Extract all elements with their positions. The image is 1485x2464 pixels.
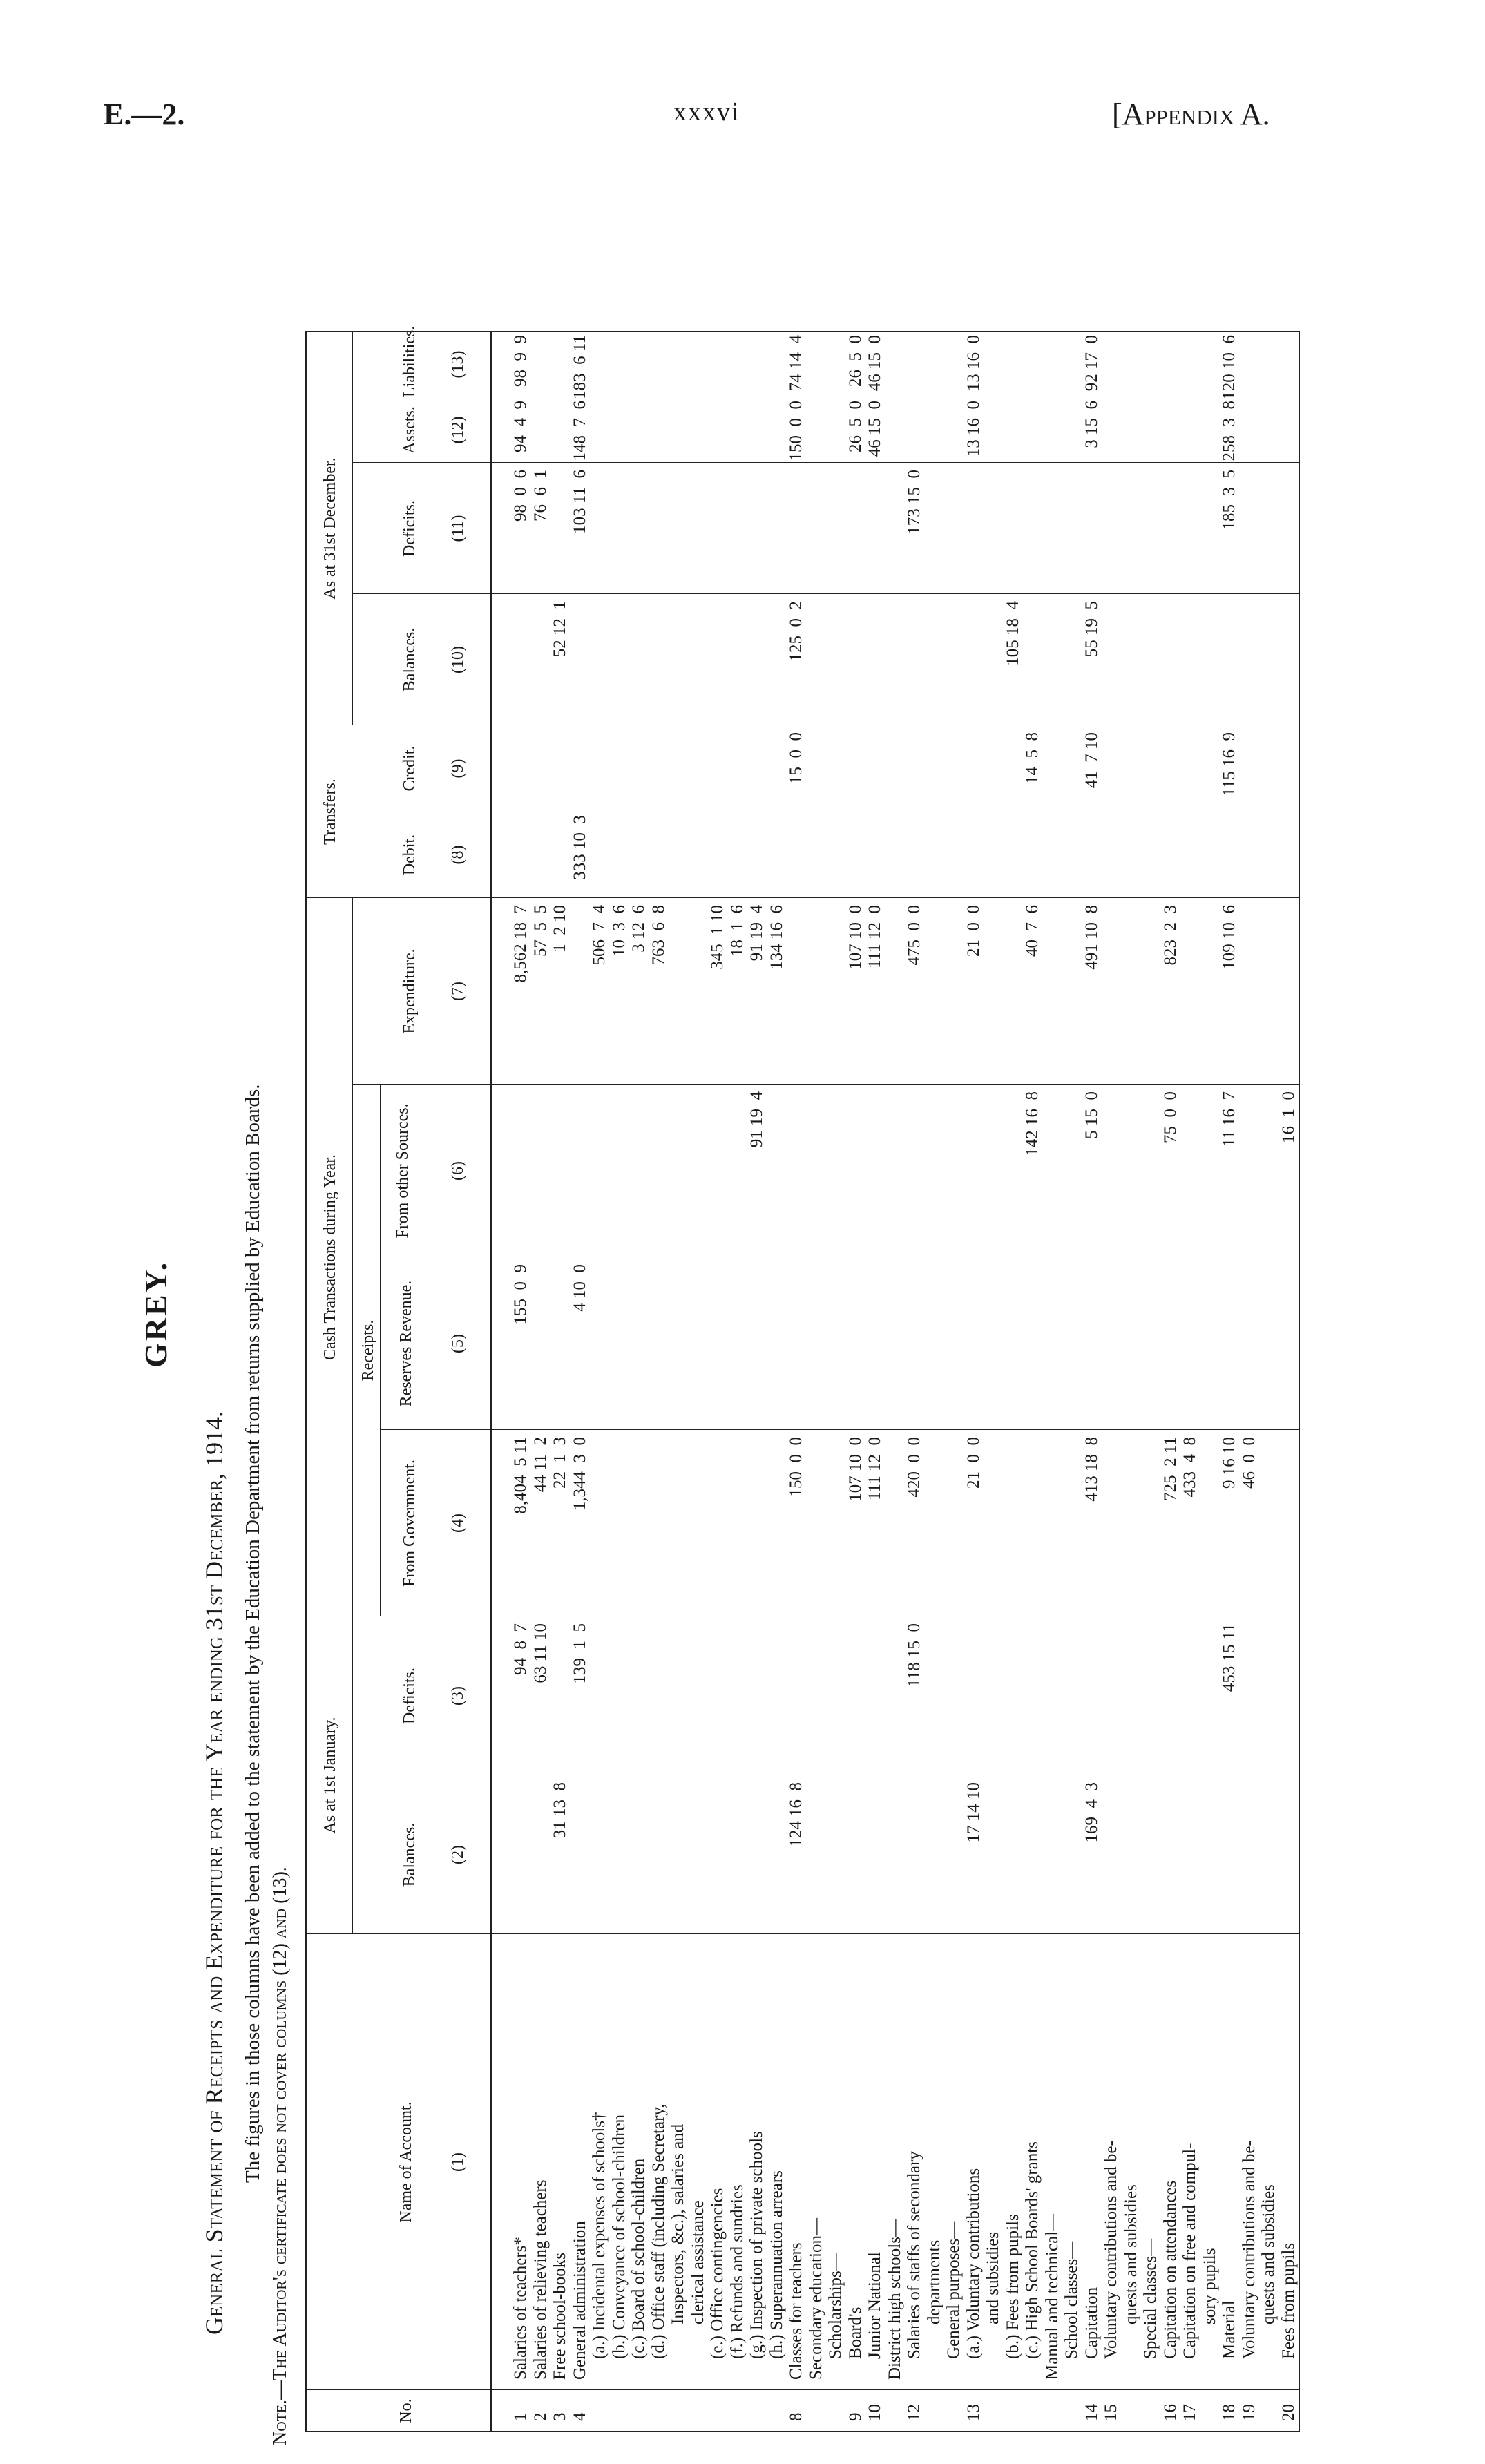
amount-c10: 52 12 1 xyxy=(550,601,569,658)
col-head-7: Expenditure. xyxy=(401,948,419,1034)
amount-c9: 15 0 0 xyxy=(787,732,805,784)
col-num-5: (5) xyxy=(449,1334,467,1353)
jan-group-header: As at 1st January. xyxy=(321,1717,339,1834)
col-rule-6 xyxy=(352,1084,1300,1085)
amount-c7: 111 12 0 xyxy=(865,905,884,968)
amount-c11: 76 6 1 xyxy=(530,470,550,522)
row-number: 16 xyxy=(1160,2404,1180,2421)
col-num-9: (9) xyxy=(449,758,467,779)
amount-c10: 55 19 5 xyxy=(1082,601,1101,658)
col-num-6: (6) xyxy=(449,1161,467,1181)
amount-c9: 115 16 9 xyxy=(1220,732,1238,796)
account-name: Voluntary contributions and be- xyxy=(1102,2140,1120,2359)
statement-subtitle: The figures in those columns have been added to the statement by the Education Department from returns supplied by Education Boards. xyxy=(242,1084,264,2183)
amount-c4: 107 10 0 xyxy=(845,1437,865,1502)
amount-c2: 31 13 8 xyxy=(550,1782,569,1839)
row-number: 14 xyxy=(1082,2404,1101,2421)
amount-c4: 433 4 8 xyxy=(1180,1437,1199,1498)
amount-c4: 150 0 0 xyxy=(787,1437,805,1498)
amount-c7: 107 10 0 xyxy=(845,905,865,970)
account-name: Capitation xyxy=(1082,2286,1101,2359)
amount-c3: 118 15 0 xyxy=(905,1623,923,1688)
row-number: 19 xyxy=(1239,2404,1258,2421)
row-number: 3 xyxy=(550,2412,569,2421)
amount-c13: 92 17 0 xyxy=(1082,335,1101,392)
col-head-8b: Debit. xyxy=(401,834,419,876)
amount-c11: 103 11 6 xyxy=(570,470,589,534)
row-number: 18 xyxy=(1220,2404,1238,2421)
account-name: Classes for teachers xyxy=(787,2242,805,2380)
account-name: quests and subsidies xyxy=(1259,2184,1278,2324)
table-bottom-rule xyxy=(1299,332,1300,2432)
amount-c7: 10 3 6 xyxy=(609,905,629,957)
amount-c4: 111 12 0 xyxy=(865,1437,884,1500)
appendix-label: [Appendix A. xyxy=(1112,97,1270,131)
amount-c12: 258 3 8 xyxy=(1220,401,1238,461)
account-name: Special classes— xyxy=(1141,2238,1160,2359)
amount-c12: 94 4 9 xyxy=(511,401,530,452)
account-name: Inspectors, &c.), salaries and xyxy=(669,2123,687,2324)
row-number: 12 xyxy=(905,2404,923,2421)
amount-c3: 63 11 10 xyxy=(530,1623,550,1683)
amount-c10: 125 0 2 xyxy=(787,601,805,662)
amount-c13: 183 6 11 xyxy=(570,335,589,399)
account-name: Fees from pupils xyxy=(1278,2242,1298,2359)
amount-c2: 17 14 10 xyxy=(964,1782,983,1843)
rotated-table-sheet xyxy=(124,152,1450,2445)
col-head-9: Credit. xyxy=(401,745,419,792)
amount-c6: 75 0 0 xyxy=(1160,1091,1180,1143)
col-head-2: Balances. xyxy=(401,1822,419,1887)
amount-c6: 91 19 4 xyxy=(747,1091,766,1148)
col-head-3: Deficits. xyxy=(401,1668,419,1724)
amount-c3: 94 8 7 xyxy=(511,1623,530,1675)
amount-c7: 109 10 6 xyxy=(1220,905,1238,970)
amount-c7: 506 7 4 xyxy=(590,905,609,966)
col-rule-10 xyxy=(352,462,1300,463)
header-bottom-rule xyxy=(490,332,492,2432)
page-reference: E.—2. xyxy=(104,97,185,131)
row-number: 15 xyxy=(1102,2404,1120,2421)
account-name: Manual and technical— xyxy=(1042,2213,1062,2380)
statement-title: General Statement of Receipts and Expenditure for the Year ending 31st December, 1914. xyxy=(200,1411,228,2335)
cash-group-header: Cash Transactions during Year. xyxy=(321,1154,339,1361)
account-name: (e.) Office contingencies xyxy=(708,2188,727,2359)
account-name: departments xyxy=(924,2239,943,2324)
account-name: and subsidies xyxy=(984,2231,1002,2324)
amount-c4: 413 18 8 xyxy=(1082,1437,1101,1502)
account-name: School classes— xyxy=(1062,2241,1081,2359)
amount-c4: 8,404 5 11 xyxy=(511,1437,530,1514)
account-name: Board's xyxy=(845,2307,865,2359)
col-num-4: (4) xyxy=(449,1513,467,1533)
amount-c4: 9 16 10 xyxy=(1220,1437,1238,1489)
account-name: Free school-books xyxy=(550,2253,569,2380)
col-num-13: (13) xyxy=(449,350,467,379)
account-name: clerical assistance xyxy=(688,2200,707,2324)
amount-c6: 11 16 7 xyxy=(1220,1091,1238,1147)
amount-c3: 139 1 5 xyxy=(570,1623,589,1684)
account-name: Secondary education— xyxy=(806,2218,825,2380)
account-name: quests and subsidies xyxy=(1121,2184,1140,2324)
account-name: Salaries of relieving teachers xyxy=(530,2179,550,2380)
page-number: xxxvi xyxy=(673,97,740,126)
amount-c11: 98 0 6 xyxy=(511,470,530,522)
row-number: 8 xyxy=(787,2412,805,2421)
amount-c7: 134 16 6 xyxy=(767,905,786,970)
amount-c5: 4 10 0 xyxy=(570,1264,589,1312)
row-number: 1 xyxy=(511,2412,530,2421)
col-head-11: Deficits. xyxy=(401,500,419,557)
amount-c13: 46 15 0 xyxy=(865,335,884,392)
col-num-11: (11) xyxy=(449,515,467,542)
amount-c5: 155 0 9 xyxy=(511,1264,530,1325)
table-top-rule xyxy=(305,332,307,2432)
col-num-3: (3) xyxy=(449,1686,467,1706)
amount-c7: 1 2 10 xyxy=(550,905,569,953)
account-name: (b.) Conveyance of school-children xyxy=(609,2114,629,2359)
amount-c7: 21 0 0 xyxy=(964,905,983,957)
amount-c6: 142 16 8 xyxy=(1023,1091,1042,1156)
amount-c2: 124 16 8 xyxy=(787,1782,805,1847)
col-rule-4 xyxy=(380,1429,1300,1430)
amount-c12: 150 0 0 xyxy=(787,401,805,461)
amount-c7: 475 0 0 xyxy=(905,905,923,966)
row-number: 4 xyxy=(570,2412,589,2421)
col-rule-9 xyxy=(352,593,1300,594)
amount-c13: 26 5 0 xyxy=(845,335,865,387)
row-number: 9 xyxy=(845,2412,865,2421)
amount-c10: 105 18 4 xyxy=(1003,601,1022,666)
dec-group-rule xyxy=(352,332,353,725)
amount-c4: 420 0 0 xyxy=(905,1437,923,1498)
amount-c12: 3 15 6 xyxy=(1082,401,1101,448)
account-name: Capitation on attendances xyxy=(1160,2180,1180,2359)
amount-c7: 491 10 8 xyxy=(1082,905,1101,970)
region-heading: GREY. xyxy=(138,1260,173,1368)
account-name: (a.) Incidental expenses of schools† xyxy=(590,2112,609,2359)
amount-c6: 16 1 0 xyxy=(1278,1091,1298,1143)
amount-c3: 453 15 11 xyxy=(1220,1623,1238,1692)
col-num-12: (12) xyxy=(449,416,467,444)
account-name: (c.) Board of school-children xyxy=(629,2158,648,2359)
amount-c9: 14 5 8 xyxy=(1023,732,1042,784)
amount-c4: 21 0 0 xyxy=(964,1437,983,1489)
account-name: (b.) Fees from pupils xyxy=(1003,2214,1022,2359)
transfers-group-header: Transfers. xyxy=(321,779,339,845)
amount-c7: 763 6 8 xyxy=(649,905,668,966)
receipts-group-header: Receipts. xyxy=(359,1319,377,1382)
amount-c7: 18 1 6 xyxy=(727,905,747,957)
amount-c9: 41 7 10 xyxy=(1082,732,1101,789)
account-name: (f.) Refunds and sundries xyxy=(727,2184,747,2359)
account-name: Material xyxy=(1220,2300,1238,2359)
amount-c4: 725 2 11 xyxy=(1160,1437,1180,1501)
amount-c7: 40 7 6 xyxy=(1023,905,1042,957)
dec-group-header: As at 31st December. xyxy=(321,457,339,600)
row-number: 13 xyxy=(964,2404,983,2421)
col-num-2: (2) xyxy=(449,1845,467,1864)
amount-c11: 185 3 5 xyxy=(1220,470,1238,531)
row-number: 17 xyxy=(1180,2404,1199,2421)
amount-c7: 8,562 18 7 xyxy=(511,905,530,983)
row-number: 10 xyxy=(865,2404,884,2421)
account-name: General administration xyxy=(570,2221,589,2380)
amount-c7: 57 5 5 xyxy=(530,905,550,957)
cash-group-rule xyxy=(352,898,353,1616)
amount-c8: 333 10 3 xyxy=(570,815,589,880)
amount-c12: 46 15 0 xyxy=(865,401,884,457)
account-name: Junior National xyxy=(865,2252,884,2359)
amount-c13: 98 9 9 xyxy=(511,335,530,387)
amount-c12: 148 7 6 xyxy=(570,401,589,461)
account-name: Voluntary contributions and be- xyxy=(1239,2140,1258,2359)
account-name: Scholarships— xyxy=(826,2253,845,2359)
row-number: 20 xyxy=(1278,2404,1298,2421)
amount-c11: 173 15 0 xyxy=(905,470,923,535)
amount-c12: 13 16 0 xyxy=(964,401,983,457)
receipts-group-rule xyxy=(380,1085,381,1616)
account-name: Capitation on free and compul- xyxy=(1180,2143,1199,2359)
col-head-no: No. xyxy=(397,2398,415,2423)
account-name: (c.) High School Boards' grants xyxy=(1023,2141,1042,2359)
col-head-4: From Government. xyxy=(401,1460,419,1587)
amount-c7: 823 2 3 xyxy=(1160,905,1180,966)
account-name: sory pupils xyxy=(1200,2248,1219,2324)
amount-c6: 5 15 0 xyxy=(1082,1091,1101,1139)
jan-group-rule xyxy=(352,1616,353,1934)
col-num-8: (8) xyxy=(449,845,467,865)
amount-c4: 1,344 3 0 xyxy=(570,1437,589,1511)
amount-c13: 13 16 0 xyxy=(964,335,983,392)
account-name: General purposes— xyxy=(944,2221,963,2359)
account-name: Salaries of staffs of secondary xyxy=(905,2151,923,2359)
account-name: Salaries of teachers* xyxy=(511,2237,530,2380)
col-rule-0 xyxy=(305,2431,1300,2432)
col-head-6: From other Sources. xyxy=(394,1103,412,1239)
col-head-12b: Assets. xyxy=(401,406,419,454)
row-number: 2 xyxy=(530,2412,550,2421)
account-name: (a.) Voluntary contributions xyxy=(964,2168,983,2359)
account-name: (h.) Superannuation arrears xyxy=(767,2170,786,2359)
col-num-1: (1) xyxy=(449,2152,467,2172)
col-num-10: (10) xyxy=(449,646,467,674)
amount-c2: 169 4 3 xyxy=(1082,1782,1101,1843)
amount-c4: 44 11 2 xyxy=(530,1437,550,1493)
amount-c4: 46 0 0 xyxy=(1239,1437,1258,1489)
account-name: District high schools— xyxy=(885,2219,904,2380)
amount-c12: 26 5 0 xyxy=(845,401,865,452)
col-head-5: Reserves Revenue. xyxy=(397,1280,415,1407)
amount-c7: 345 1 10 xyxy=(708,905,727,970)
col-num-7: (7) xyxy=(449,982,467,1001)
col-head-13: Liabilities. xyxy=(401,325,419,397)
col-head-name: Name of Account. xyxy=(397,2101,415,2223)
amount-c7: 91 19 4 xyxy=(747,905,766,962)
auditor-note-visible: Note.—The Auditor's certificate does not cover columns (12) and (13). xyxy=(269,1866,291,2445)
amount-c13: 74 14 4 xyxy=(787,335,805,392)
amount-c7: 3 12 6 xyxy=(629,905,648,953)
col-head-10: Balances. xyxy=(401,627,419,692)
amount-c13: 120 10 6 xyxy=(1220,335,1238,400)
amount-c4: 22 1 3 xyxy=(550,1437,569,1489)
account-name: (g.) Inspection of private schools xyxy=(747,2131,766,2359)
account-name: (d.) Office staff (including Secretary, xyxy=(649,2103,668,2359)
